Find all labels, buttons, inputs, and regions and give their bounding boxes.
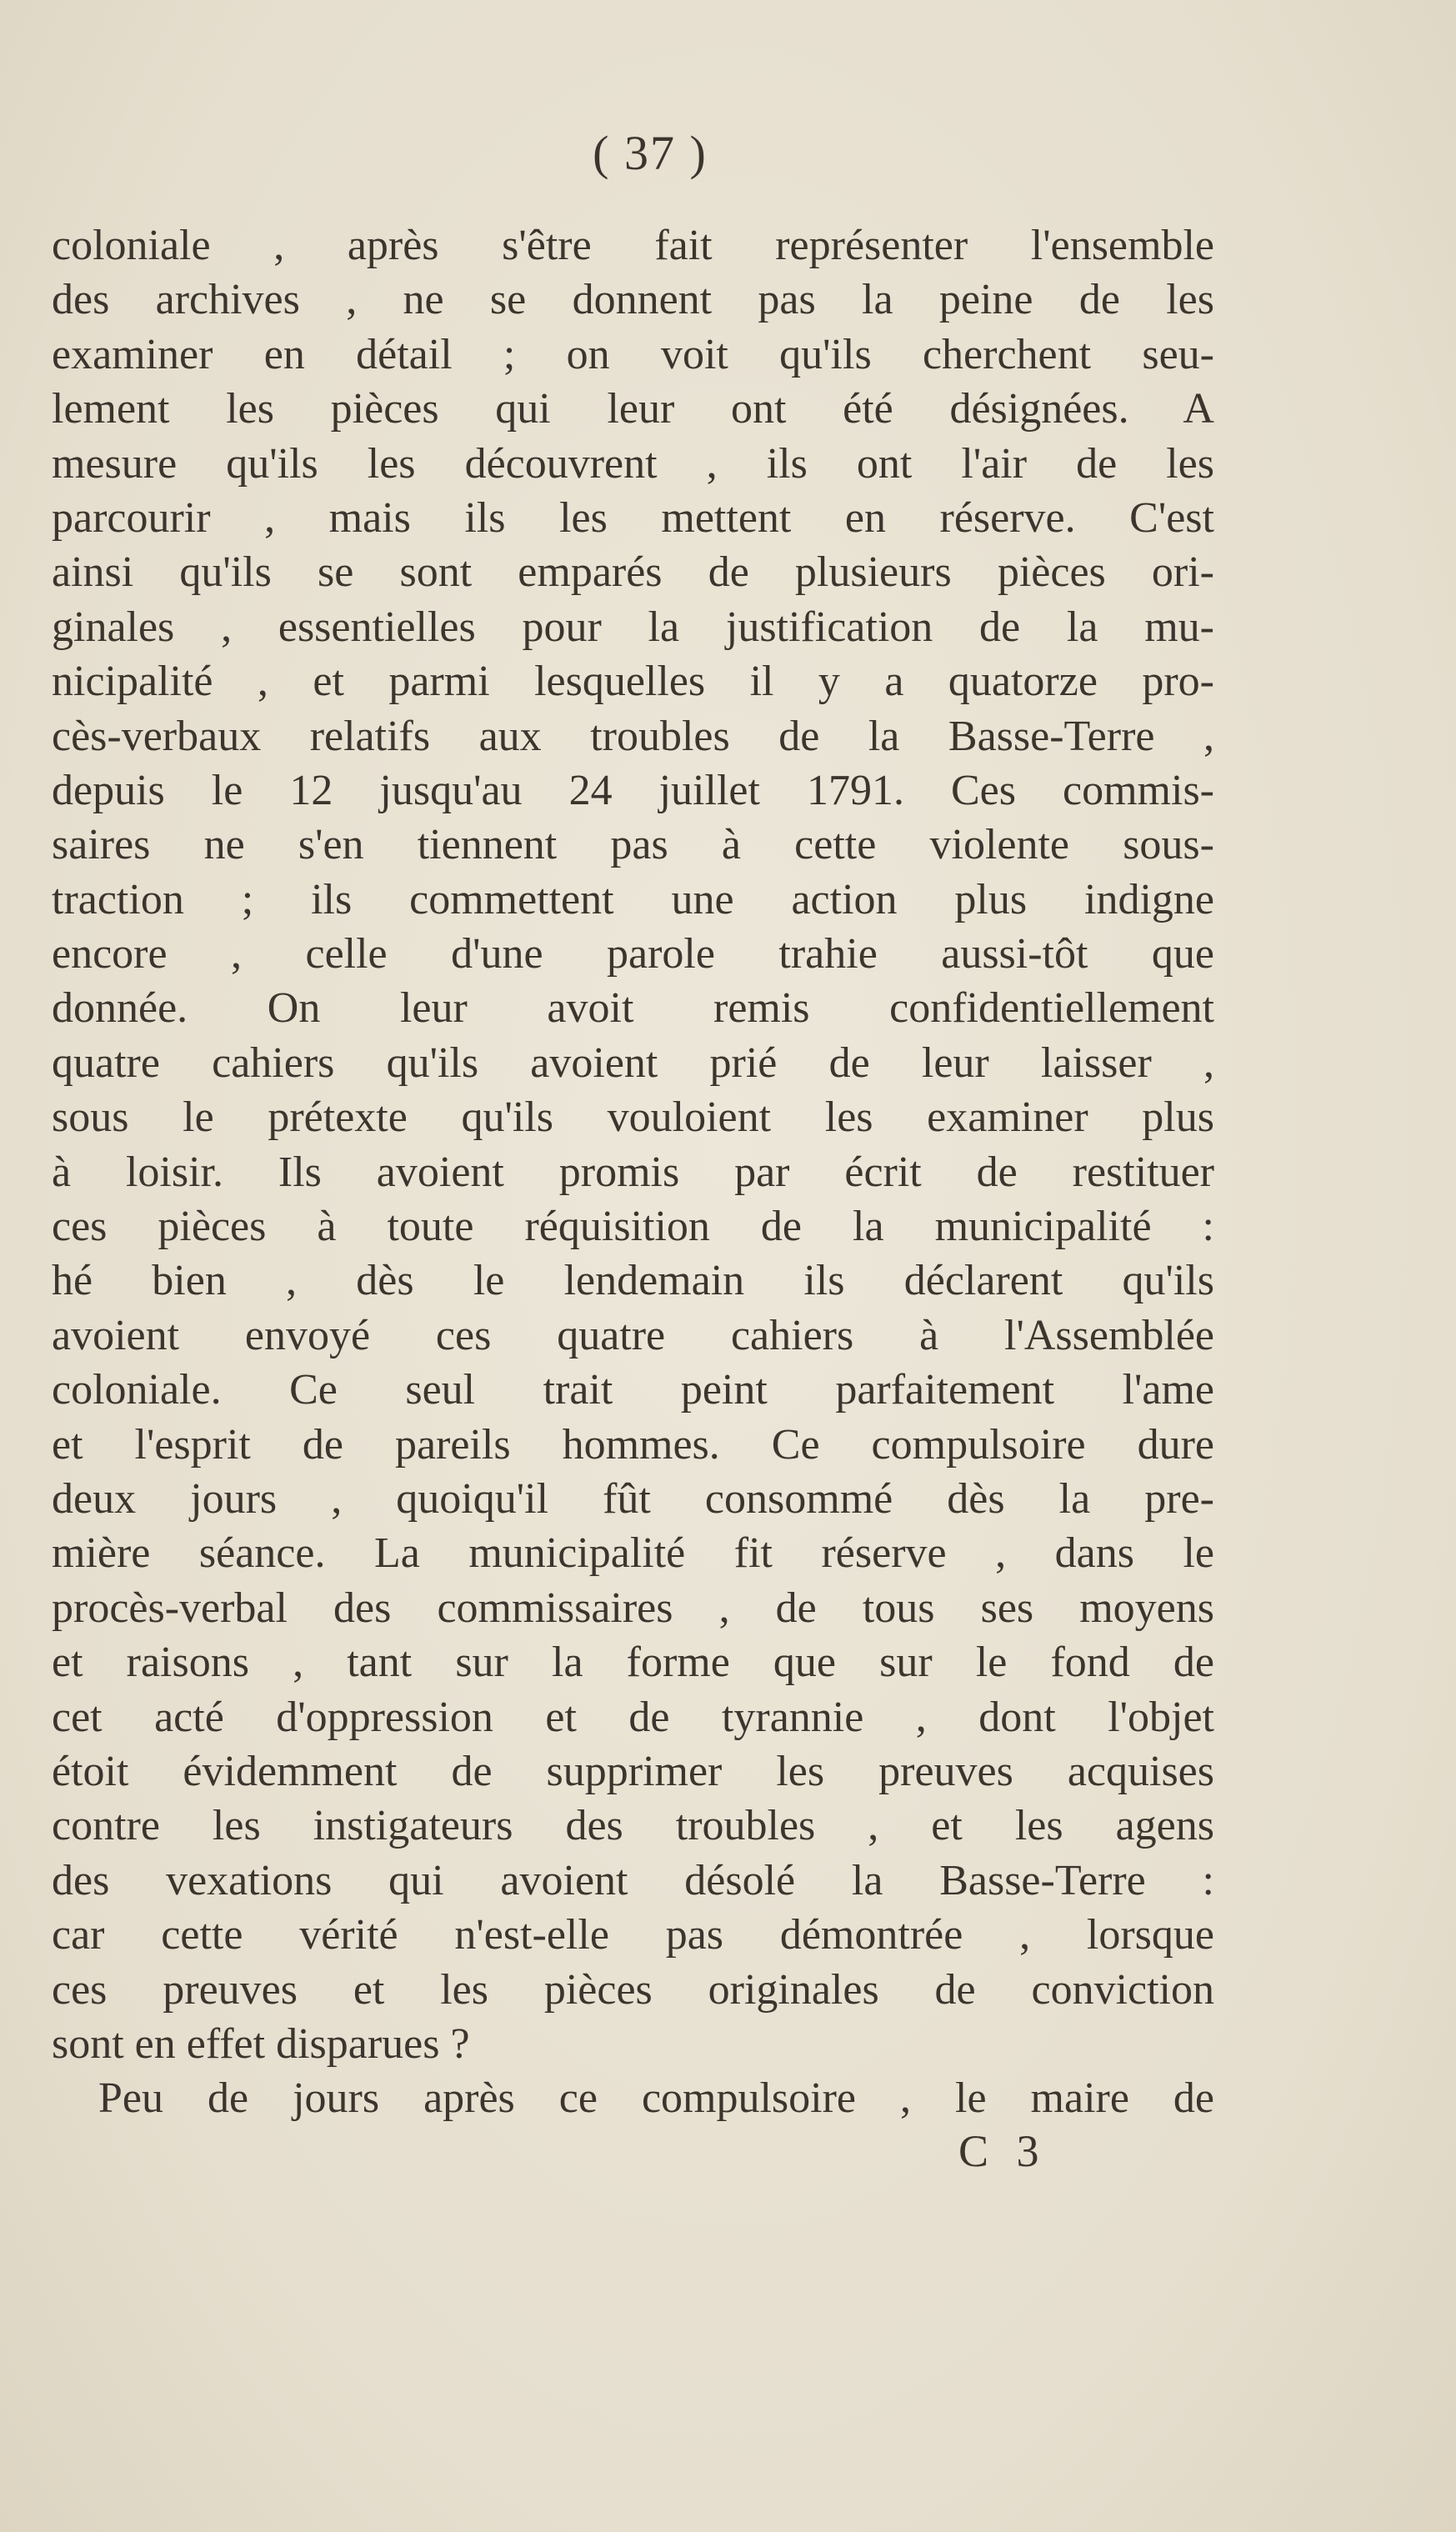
text-line: traction ; ils commettent une action plus indigne [52, 875, 1214, 923]
text-line: donnée. On leur avoit remis confidentiellement [52, 984, 1214, 1033]
text-line: contre les instigateurs des troubles , et les agens [52, 1802, 1214, 1850]
text-line: deux jours , quoiqu'il fût consommé dès la pre- [52, 1474, 1214, 1523]
signature-mark: C 3 [958, 2126, 1048, 2176]
text-line: cès-verbaux relatifs aux troubles de la Basse-Terre , [52, 712, 1214, 760]
text-line: car cette vérité n'est-elle pas démontrée , lorsque [52, 1911, 1214, 1959]
text-line: parcourir , mais ils les mettent en réserve. C'est [52, 493, 1214, 542]
text-line: ces pièces à toute réquisition de la municipalité : [52, 1203, 1214, 1251]
text-line: examiner en détail ; on voit qu'ils cherchent seu- [52, 330, 1214, 378]
text-line: nicipalité , et parmi lesquelles il y a quatorze pro- [52, 658, 1214, 706]
text-line: et raisons , tant sur la forme que sur le fond de [52, 1639, 1214, 1687]
text-line: depuis le 12 jusqu'au 24 juillet 1791. Ces commis- [52, 766, 1214, 814]
text-line: sous le prétexte qu'ils vouloient les examiner plus [52, 1093, 1214, 1142]
text-line: hé bien , dès le lendemain ils déclarent qu'ils [52, 1257, 1214, 1305]
text-line: cet acté d'oppression et de tyrannie , dont l'objet [52, 1693, 1214, 1741]
text-line: ces preuves et les pièces originales de conviction [52, 1965, 1214, 2014]
text-line: sont en effet disparues ? [52, 2019, 470, 2068]
text-line: ainsi qu'ils se sont emparés de plusieurs pièces ori- [52, 548, 1214, 597]
text-line: des vexations qui avoient désolé la Basse-Terre : [52, 1856, 1214, 1904]
text-line: saires ne s'en tiennent pas à cette violente sous- [52, 821, 1214, 869]
text-line: coloniale , après s'être fait représenter l'ensemble [52, 222, 1214, 269]
text-line: et l'esprit de pareils hommes. Ce compulsoire dure [52, 1420, 1214, 1469]
text-line: à loisir. Ils avoient promis par écrit de restituer [52, 1148, 1214, 1196]
text-line: mesure qu'ils les découvrent , ils ont l'air de les [52, 439, 1214, 488]
text-line: Peu de jours après ce compulsoire , le maire de [98, 2074, 1214, 2123]
text-line: procès-verbal des commissaires , de tous ses moyens [52, 1584, 1214, 1632]
text-line: mière séance. La municipalité fit réserve , dans le [52, 1529, 1214, 1578]
body-text [52, 218, 1214, 2126]
text-line: avoient envoyé ces quatre cahiers à l'Assemblée [52, 1311, 1214, 1359]
page-number: ( 37 ) [593, 126, 708, 180]
text-line: ginales , essentielles pour la justification de la mu- [52, 603, 1214, 651]
text-line: lement les pièces qui leur ont été désignées. A [52, 385, 1214, 433]
text-line: encore , celle d'une parole trahie aussi-tôt que [52, 930, 1214, 978]
text-line: quatre cahiers qu'ils avoient prié de leur laisser , [52, 1038, 1214, 1087]
text-line: des archives , ne se donnent pas la peine de les [52, 276, 1214, 324]
text-line: étoit évidemment de supprimer les preuves acquises [52, 1747, 1214, 1795]
text-line: coloniale. Ce seul trait peint parfaitement l'ame [52, 1366, 1214, 1414]
